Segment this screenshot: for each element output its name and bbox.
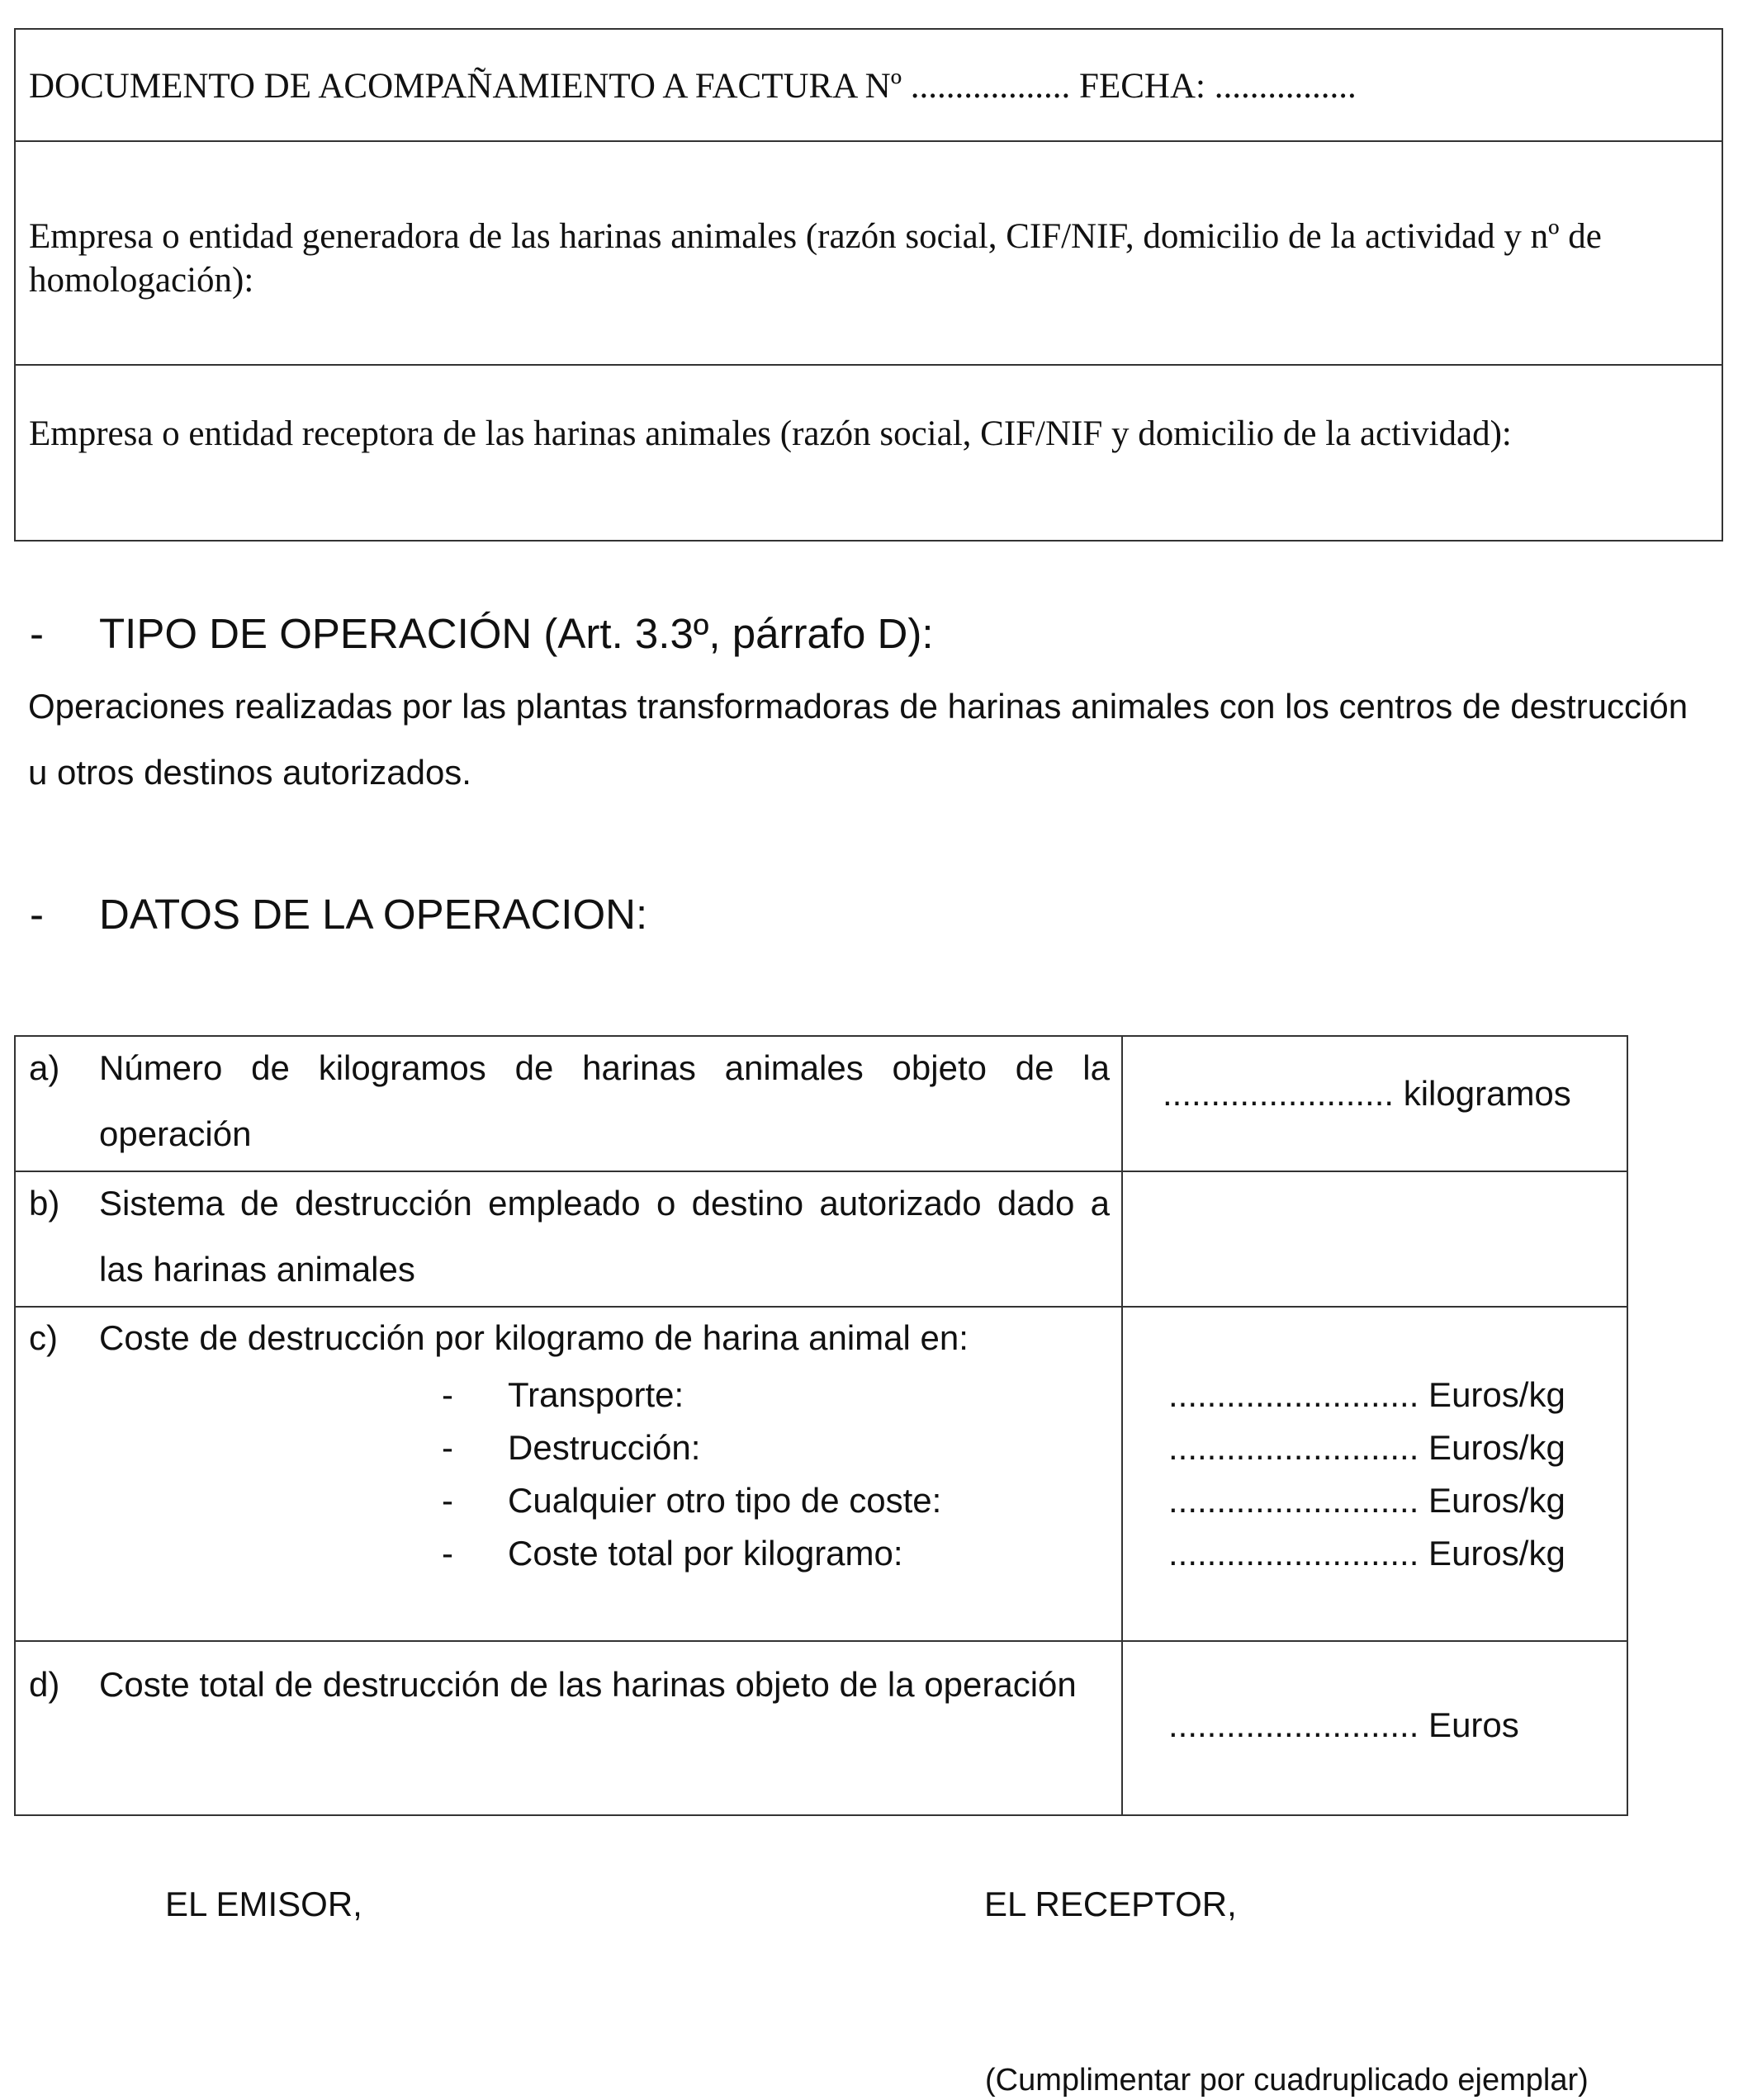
- operation-data-title: DATOS DE LA OPERACION:: [99, 891, 648, 938]
- cost-item-total-value: .......................... Euros/kg: [1168, 1534, 1565, 1573]
- row-d-value: .......................... Euros: [1168, 1705, 1519, 1744]
- row-a-label: a): [29, 1048, 60, 1087]
- footer-note: (Cumplimentar por cuadruplicado ejemplar): [985, 2063, 1589, 2098]
- cost-item-transport-label: Transporte:: [508, 1375, 684, 1414]
- operation-type-description: Operaciones realizadas por las plantas transformadoras de harinas animales con los centros de destrucción u otros destinos autorizados.: [28, 687, 1689, 792]
- invoice-header-box: [14, 28, 1723, 542]
- generator-company-row: [16, 142, 1722, 366]
- cost-item-total-label: Coste total por kilogramo:: [508, 1534, 903, 1573]
- invoice-title-line: DOCUMENTO DE ACOMPAÑAMIENTO A FACTURA Nº .................. FECHA: ................: [29, 67, 1357, 106]
- operation-data-heading: [30, 890, 1516, 939]
- cost-item-dash: -: [442, 1481, 453, 1520]
- emitter-signature-label: EL EMISOR,: [165, 1885, 362, 1923]
- cost-item-transport-value: .......................... Euros/kg: [1168, 1375, 1565, 1414]
- table-row-c: [16, 1308, 1627, 1642]
- cost-item-dash: -: [442, 1375, 453, 1414]
- table-row-a: [16, 1037, 1627, 1172]
- row-c-text: Coste de destrucción por kilogramo de harina animal en:: [99, 1318, 969, 1357]
- table-row-d: [16, 1642, 1627, 1816]
- cost-item-dash: -: [442, 1534, 453, 1573]
- generator-company-label: Empresa o entidad generadora de las harinas animales (razón social, CIF/NIF, domicilio de la actividad y nº de homologación):: [29, 217, 1602, 300]
- table-row-b: [16, 1172, 1627, 1308]
- operation-type-title: TIPO DE OPERACIÓN (Art. 3.3º, párrafo D):: [99, 610, 934, 657]
- receiver-company-label: Empresa o entidad receptora de las harinas animales (razón social, CIF/NIF y domicilio de la actividad):: [29, 414, 1512, 453]
- row-d-text: Coste total de destrucción de las harinas objeto de la operación: [99, 1665, 1077, 1704]
- receiver-company-row: [16, 366, 1722, 542]
- row-c-label: c): [29, 1318, 58, 1357]
- receiver-signature-label: EL RECEPTOR,: [984, 1885, 1237, 1923]
- row-d-label: d): [29, 1665, 60, 1704]
- row-b-text: Sistema de destrucción empleado o destino autorizado dado a las harinas animales: [99, 1184, 1110, 1289]
- cost-item-other-label: Cualquier otro tipo de coste:: [508, 1481, 942, 1520]
- cost-item-dash: -: [442, 1428, 453, 1467]
- cost-item-destruction-label: Destrucción:: [508, 1428, 701, 1467]
- cost-item-destruction-value: .......................... Euros/kg: [1168, 1428, 1565, 1467]
- operation-type-heading: [30, 609, 1516, 659]
- operation-data-table: [14, 1035, 1628, 1816]
- invoice-number-row: [16, 30, 1722, 142]
- row-b-label: b): [29, 1184, 60, 1223]
- operation-data-dash: -: [30, 891, 44, 938]
- row-a-value: ........................ kilogramos: [1163, 1074, 1571, 1113]
- operation-type-dash: -: [30, 610, 44, 657]
- cost-item-other-value: .......................... Euros/kg: [1168, 1481, 1565, 1520]
- row-a-text: Número de kilogramos de harinas animales objeto de la operación: [99, 1048, 1110, 1153]
